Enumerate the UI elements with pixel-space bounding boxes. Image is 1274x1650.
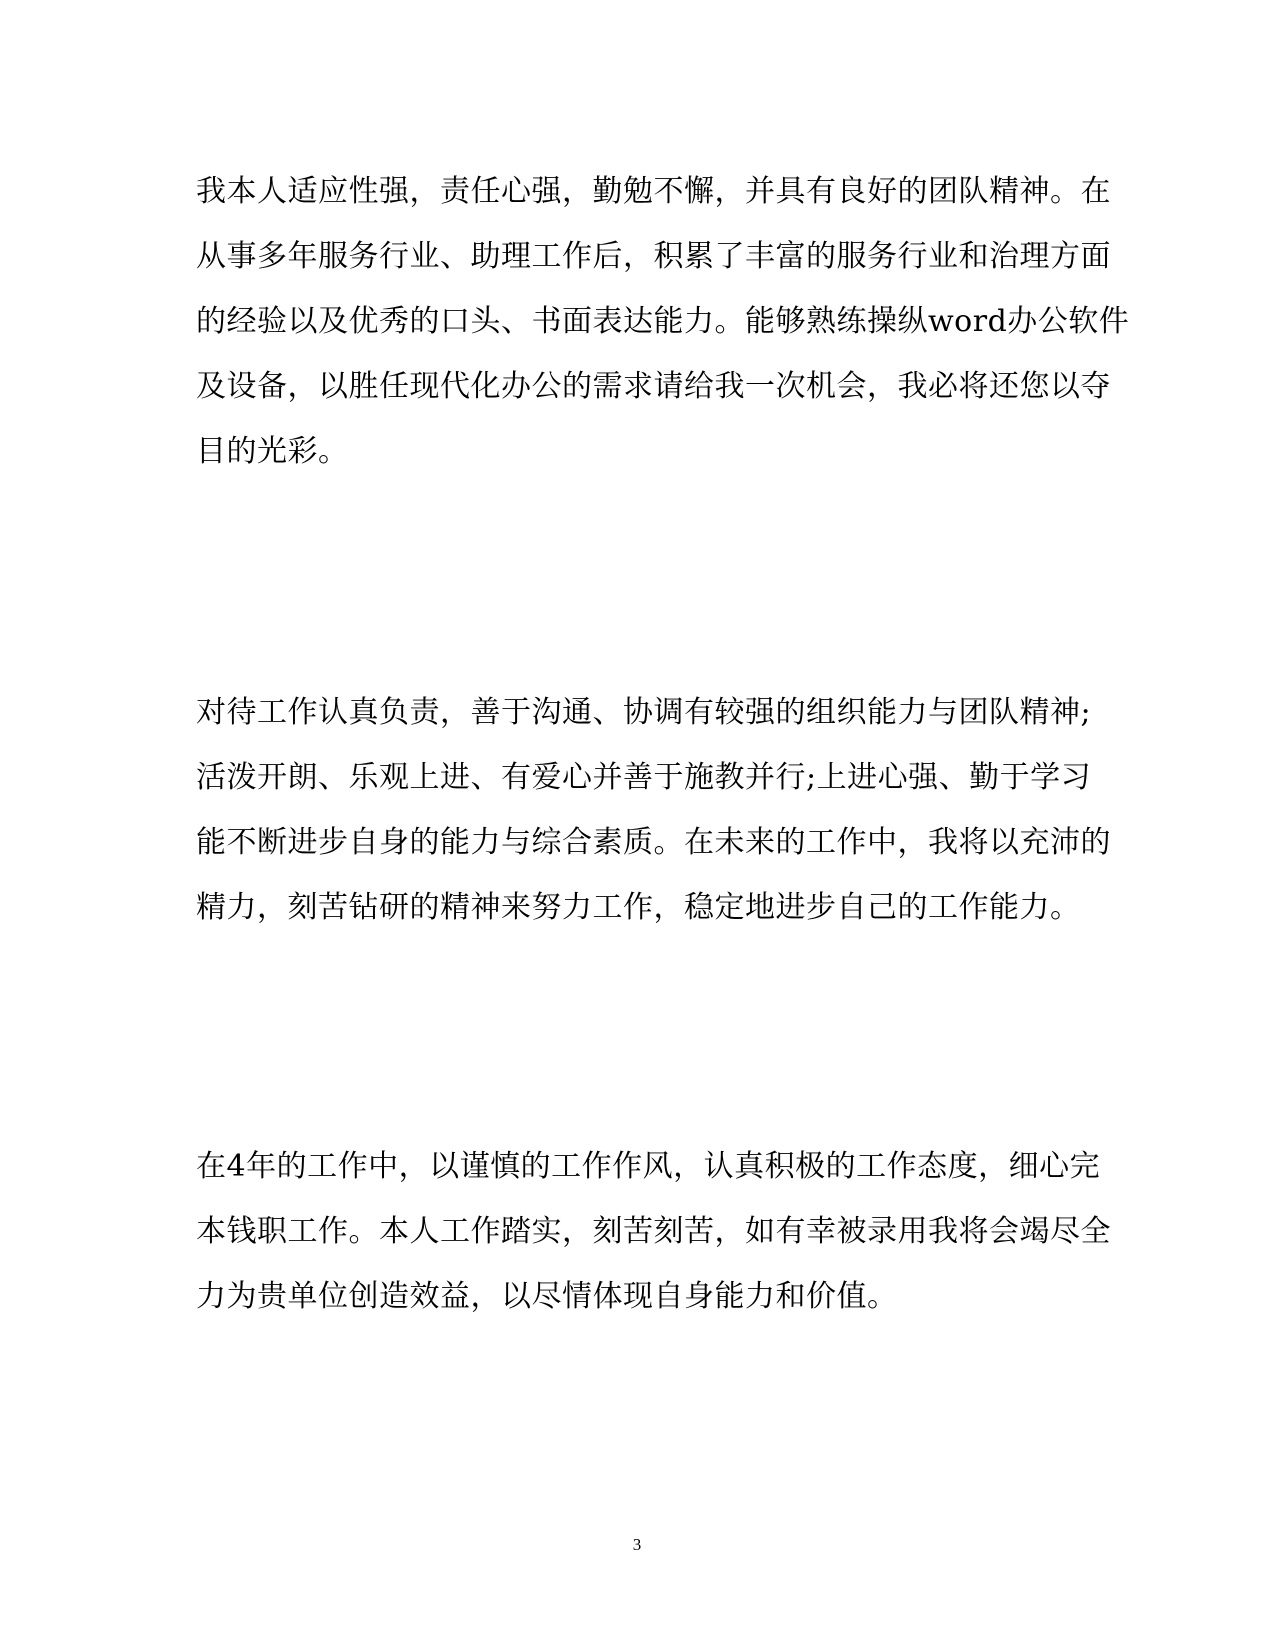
paragraph-2 [196, 680, 1111, 940]
paragraph-line: 精力，刻苦钻研的精神来努力工作，稳定地进步自己的工作能力。 [196, 890, 1081, 925]
paragraph-1 [196, 159, 1130, 484]
paragraph-line: 活泼开朗、乐观上进、有爱心并善于施教并行;上进心强、勤于学习 [196, 760, 1092, 795]
paragraph-line: 的经验以及优秀的口头、书面表达能力。能够熟练操纵word办公软件 [196, 304, 1130, 339]
paragraph-line: 目的光彩。 [196, 434, 349, 469]
paragraph-line: 本钱职工作。本人工作踏实，刻苦刻苦，如有幸被录用我将会竭尽全 [196, 1214, 1111, 1249]
paragraph-line: 从事多年服务行业、助理工作后，积累了丰富的服务行业和治理方面 [196, 239, 1111, 274]
paragraph-line: 我本人适应性强，责任心强，勤勉不懈，并具有良好的团队精神。在 [196, 174, 1111, 209]
paragraph-line: 对待工作认真负责，善于沟通、协调有较强的组织能力与团队精神; [196, 695, 1092, 730]
paragraph-line: 及设备，以胜任现代化办公的需求请给我一次机会，我必将还您以夺 [196, 369, 1111, 404]
paragraph-line: 在4年的工作中，以谨慎的工作作风，认真积极的工作态度，细心完 [196, 1149, 1101, 1184]
page-number: 3 [632, 1535, 642, 1554]
paragraph-line: 力为贵单位创造效益，以尽情体现自身能力和价值。 [196, 1279, 898, 1314]
paragraph-3 [196, 1134, 1111, 1329]
paragraph-line: 能不断进步自身的能力与综合素质。在未来的工作中，我将以充沛的 [196, 825, 1111, 860]
